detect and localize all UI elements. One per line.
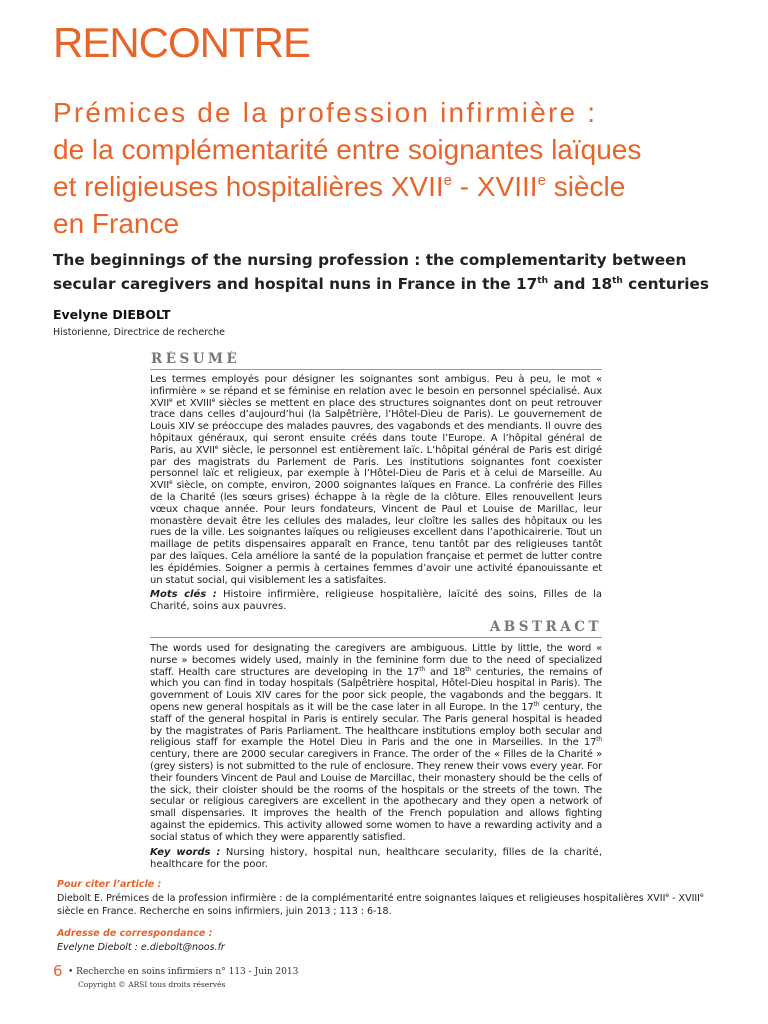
section-label: RENCONTRE xyxy=(53,19,311,66)
keywords-label: Key words : xyxy=(150,847,221,858)
title-fr-line-3: et religieuses hospitalières XVIIe - XVIIIe siècle xyxy=(53,171,626,202)
keywords-label: Mots clés : xyxy=(150,589,217,600)
author-name: Evelyne DIEBOLT xyxy=(53,307,171,322)
resume-keywords: Mots clés : Histoire infirmière, religieuse hospitalière, laïcité des soins, Filles de la Charité, soins aux pauvres. xyxy=(150,589,602,612)
abstract-body: The words used for designating the caregivers are ambiguous. Little by little, the word « nurse » becomes widely used, mainly in the feminine form due to the need of specialized staff. Health care structures are developing in the 17th and 18th centuries, the remains of which you can find in today hospitals (Salpêtrière hospital, Hôtel-Dieu hospital in Paris). The government of Louis XIV cares for the poor sick people, the vagabonds and the beggars. It opens new general hospitals as it will be the case later in all Europe. In the 17th century, the staff of the general hospital in Paris is entirely secular. The Paris general hospital is headed by the magistrates of Paris Parliament. The healthcare institutions employ both secular and religious staff for example the Hotel Dieu in Paris and the one in Marseilles. In the 17th century, there are 2000 secular caregivers in France. The order of the « Filles de la Charité » (grey sisters) is not submitted to the rule of enclosure. They renew their vows every year. For their founders Vincent de Paul and Louise de Marcillac, their monastery should be the cells of the sick, their cloister should be the rooms of the hospitals or the streets of the town. The secular or religious caregivers are excellent in the apothecary and they open a network of small dispensaries. It improves the health of the French population and allows fighting against the epidemics. This activity allowed some women to have a rewarding activity and a social status of which they were apparently satisfied. xyxy=(150,643,603,843)
article-title-en: The beginnings of the nursing profession : the complementarity between secular caregivers and hospital nuns in France in the 17th and 18th centuries xyxy=(53,251,709,293)
abstract-keywords: Key words : Nursing history, hospital nun, healthcare secularity, filles de la charité, healthcare for the poor. xyxy=(150,847,602,870)
citation-text: Diebolt E. Prémices de la profession infirmière : de la complémentarité entre soignantes laïques et religieuses hospitalières XVIIe - XVIIIe siècle en France. Recherche en soins infirmiers, juin 2013 ; 113 : 6-18. xyxy=(57,892,704,917)
article-title-fr xyxy=(53,94,721,242)
title-fr-line-1: Prémices de la profession infirmière : xyxy=(53,97,598,128)
title-fr-line-2: de la complémentarité entre soignantes laïques xyxy=(53,134,642,165)
contact-email: Evelyne Diebolt : e.diebolt@noos.fr xyxy=(57,942,225,953)
resume-heading: RÉSUMÉ xyxy=(150,351,602,370)
footer-journal: • Recherche en soins infirmiers n° 113 - Juin 2013 xyxy=(68,967,299,977)
resume-body: Les termes employés pour désigner les soignantes sont ambigus. Peu à peu, le mot « infirmière » se répand et se féminise en relation avec le besoin en personnel spécialisé. Aux XVIIe et XVIIIe siècles se mettent en place des structures soignantes dont on peut retrouver trace dans celles d’aujourd’hui (la Salpêtrière, l’Hôtel-Dieu de Paris). Le gouvernement de Louis XIV se préoccupe des malades pauvres, des vagabonds et des mendiants. Il ouvre des hôpitaux généraux, qui seront ensuite créés dans toute l’Europe. A l’hôpital général de Paris, au XVIIe siècle, le personnel est entièrement laïc. L’hôpital général de Paris est dirigé par des magistrats du Parlement de Paris. Les institutions soignantes font coexister personnel laïc et religieux, par exemple à l’Hôtel-Dieu de Paris et à celui de Marseille. Au XVIIe siècle, on compte, environ, 2000 soignantes laïques en France. La confrérie des Filles de la Charité (les sœurs grises) échappe à la règle de la clôture. Elles renouvellent leurs vœux chaque année. Pour leurs fondateurs, Vincent de Paul et Louise de Marillac, leur monastère devait être les cellules des malades, leur cloître les salles des hôpitaux ou les rues de la ville. Les soignantes laïques ou religieuses excellent dans l’apothicairerie. Tout un maillage de petits dispensaires apparaît en France, tenu tantôt par des religieuses tantôt par des laïques. Cela améliore la santé de la population française et permet de lutter contre les épidémies. Soigner a permis à certaines femmes d’avoir une activité épanouissante et un statut social, qui visiblement les a satisfaites. xyxy=(150,374,602,586)
abstract-heading: ABSTRACT xyxy=(150,619,602,638)
citation-label: Pour citer l’article : xyxy=(57,879,162,890)
page-number: 6 xyxy=(53,962,63,980)
footer-copyright: Copyright © ARSI tous droits réservés xyxy=(78,980,226,989)
author-role: Historienne, Directrice de recherche xyxy=(53,327,225,338)
title-fr-line-4: en France xyxy=(53,208,180,239)
contact-label: Adresse de correspondance : xyxy=(57,928,213,939)
